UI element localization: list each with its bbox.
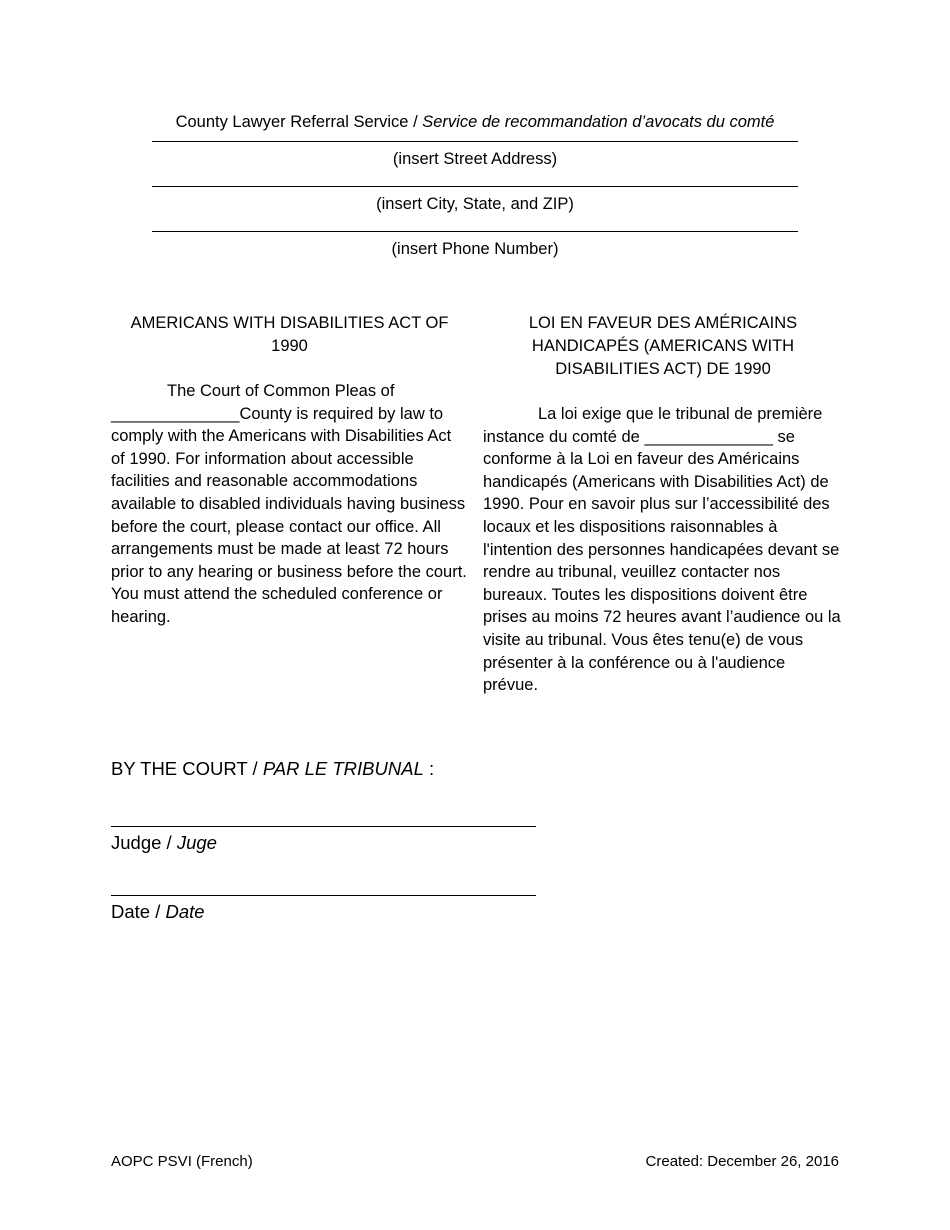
street-address-line [152,141,798,142]
english-notice [111,312,468,629]
french-body-rest: se conforme à la Loi en faveur des Américains handicapés (Americans with Disabilities Act) de 1990. Pour en savoir plus sur l’accessibilité des locaux et les dispositions raisonnables à l'intention des personnes handicapées devant se rendre au tribunal, veuillez contacter nos bureaux. Toutes les dispositions doivent être prises au moins 72 heures avant l’audience ou la visite au tribunal. Vous êtes tenu(e) de vous présenter à la conférence ou à l'audience prévue. [483,427,841,695]
phone-number-line [152,231,798,232]
date-label [111,901,536,923]
judge-label [111,832,536,854]
by-the-court-label [111,758,434,780]
french-county-blank: ______________ [644,427,773,446]
date-signature-block [111,895,536,923]
by-the-court-fr: PAR LE TRIBUNAL [262,758,424,779]
french-heading: LOI EN FAVEUR DES AMÉRICAINS HANDICAPÉS (AMERICANS WITH DISABILITIES ACT) DE 1990 [528,314,798,378]
referral-service-header [152,111,798,260]
judge-signature-line [111,826,536,827]
by-the-court-colon: : [423,758,435,779]
english-body-rest: County is required by law to comply with the Americans with Disabilities Act of 1990. For information about accessible facilities and reasonable accommodations available to disabled individuals having business before the court, please contact our office. All arrangements must be made at least 72 hours prior to any hearing or business before the court. You must attend the scheduled conference or hearing. [111,404,467,626]
city-state-zip-field: (insert City, State, and ZIP) [376,195,574,213]
phone-number-field: (insert Phone Number) [391,240,559,258]
english-body-start: The Court of Common Pleas of [167,382,395,400]
by-the-court-en: BY THE COURT / [111,758,263,779]
judge-label-fr: Juge [176,832,217,853]
service-title-en: County Lawyer Referral Service / [175,113,423,131]
english-county-blank: ______________ [111,404,240,423]
service-title-fr: Service de recommandation d’avocats du comté [422,113,775,131]
french-body-start: La loi exige que le tribunal de première instance du comté de [483,405,823,446]
english-heading: AMERICANS WITH DISABILITIES ACT OF 1990 [130,314,449,355]
form-code: AOPC PSVI (French) [111,1153,253,1170]
english-body [111,380,468,629]
french-notice [483,312,843,697]
city-state-zip-line [152,186,798,187]
created-date: Created: December 26, 2016 [645,1153,839,1170]
date-label-fr: Date [165,901,205,922]
street-address-field: (insert Street Address) [392,150,558,168]
judge-label-en: Judge / [111,832,177,853]
french-body [483,403,843,697]
date-signature-line [111,895,536,896]
service-title [152,111,798,133]
judge-signature-block [111,826,536,854]
date-label-en: Date / [111,901,166,922]
